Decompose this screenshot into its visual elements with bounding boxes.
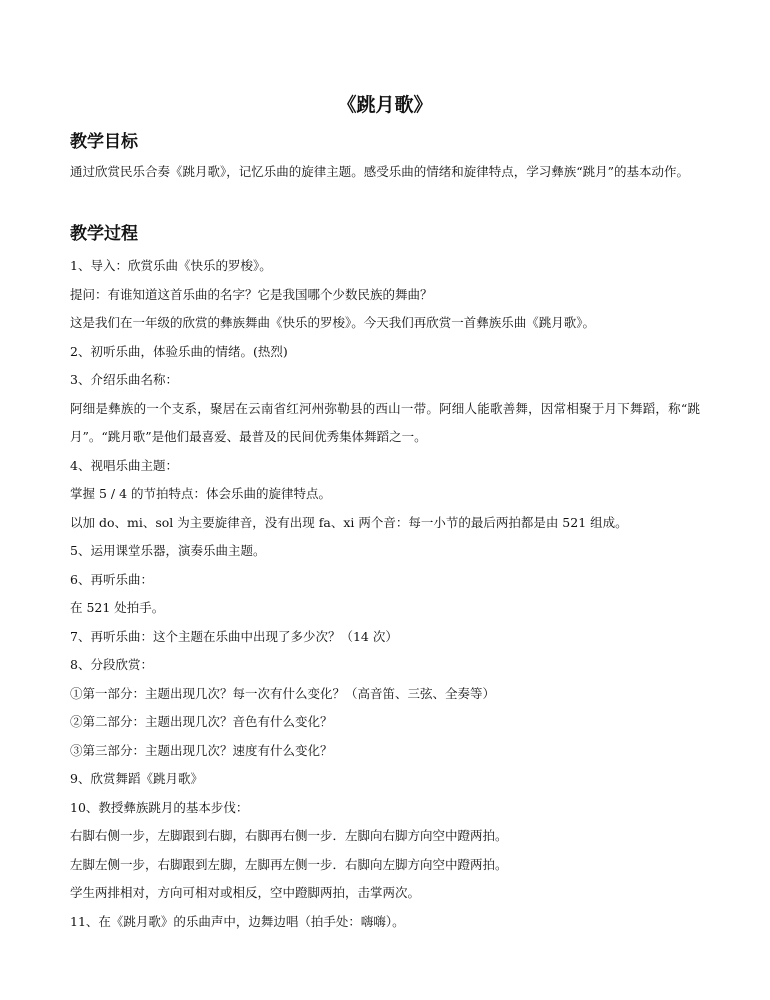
process-line: 这是我们在一年级的欣赏的彝族舞曲《快乐的罗梭》。今天我们再欣赏一首彝族乐曲《跳月歌》。 [70, 315, 596, 330]
process-line: 阿细是彝族的一个支系，聚居在云南省红河州弥勒县的西山一带。阿细人能歌善舞，因常相聚于月下舞蹈，称“跳月”。“跳月歌”是他们最喜爱、最普及的民间优秀集体舞蹈之一。 [70, 400, 700, 444]
process-line: 掌握 5 / 4 的节拍特点：体会乐曲的旋律特点。 [70, 486, 332, 501]
process-line: 在 521 处拍手。 [70, 600, 165, 615]
process-line: 5、运用课堂乐器，演奏乐曲主题。 [70, 543, 266, 558]
process-line: ①第一部分：主题出现几次？每一次有什么变化？（高音笛、三弦、全奏等） [70, 685, 496, 701]
process-line: 7、再听乐曲：这个主题在乐曲中出现了多少次？（14 次） [70, 628, 398, 644]
process-line: 3、介绍乐曲名称： [70, 372, 178, 387]
process-line: 右脚右侧一步，左脚跟到右脚，右脚再右侧一步．左脚向右脚方向空中蹬两拍。 [70, 828, 508, 843]
process-line: ②第二部分：主题出现几次？音色有什么变化？ [70, 714, 333, 729]
teaching-goals-paragraph: 通过欣赏民乐合奏《跳月歌》，记忆乐曲的旋律主题。感受乐曲的情绪和旋律特点，学习彝族“跳月”的基本动作。 [70, 164, 690, 179]
process-line: 1、导入：欣赏乐曲《快乐的罗梭》。 [70, 258, 272, 273]
process-line: 2、初听乐曲，体验乐曲的情绪。(热烈) [70, 343, 288, 359]
process-line: 学生两排相对，方向可相对或相反，空中蹬脚两拍，击掌两次。 [70, 885, 421, 900]
process-line: ③第三部分：主题出现几次？速度有什么变化？ [70, 742, 333, 758]
process-line: 提问：有谁知道这首乐曲的名字？它是我国哪个少数民族的舞曲？ [70, 286, 433, 302]
process-line: 10、教授彝族跳月的基本步伐： [70, 799, 249, 815]
process-line: 左脚左侧一步，右脚跟到左脚，左脚再左侧一步．右脚向左脚方向空中蹬两拍。 [70, 856, 508, 872]
process-line: 8、分段欣赏： [70, 657, 153, 672]
section-heading-teaching-process: 教学过程 [70, 224, 138, 244]
process-line: 9、欣赏舞蹈《跳月歌》 [70, 771, 203, 786]
process-line: 11、在《跳月歌》的乐曲声中，边舞边唱（拍手处：嗨嗨）。 [70, 913, 405, 929]
process-line: 以加 do、mi、sol 为主要旋律音，没有出现 fa、xi 两个音：每一小节的最后两拍都是由 521 组成。 [70, 514, 628, 530]
document-title: 《跳月歌》 [337, 94, 433, 116]
process-line: 4、视唱乐曲主题： [70, 457, 178, 473]
teaching-process-list [70, 252, 700, 936]
section-heading-teaching-goals: 教学目标 [70, 132, 138, 152]
process-line: 6、再听乐曲： [70, 571, 153, 587]
